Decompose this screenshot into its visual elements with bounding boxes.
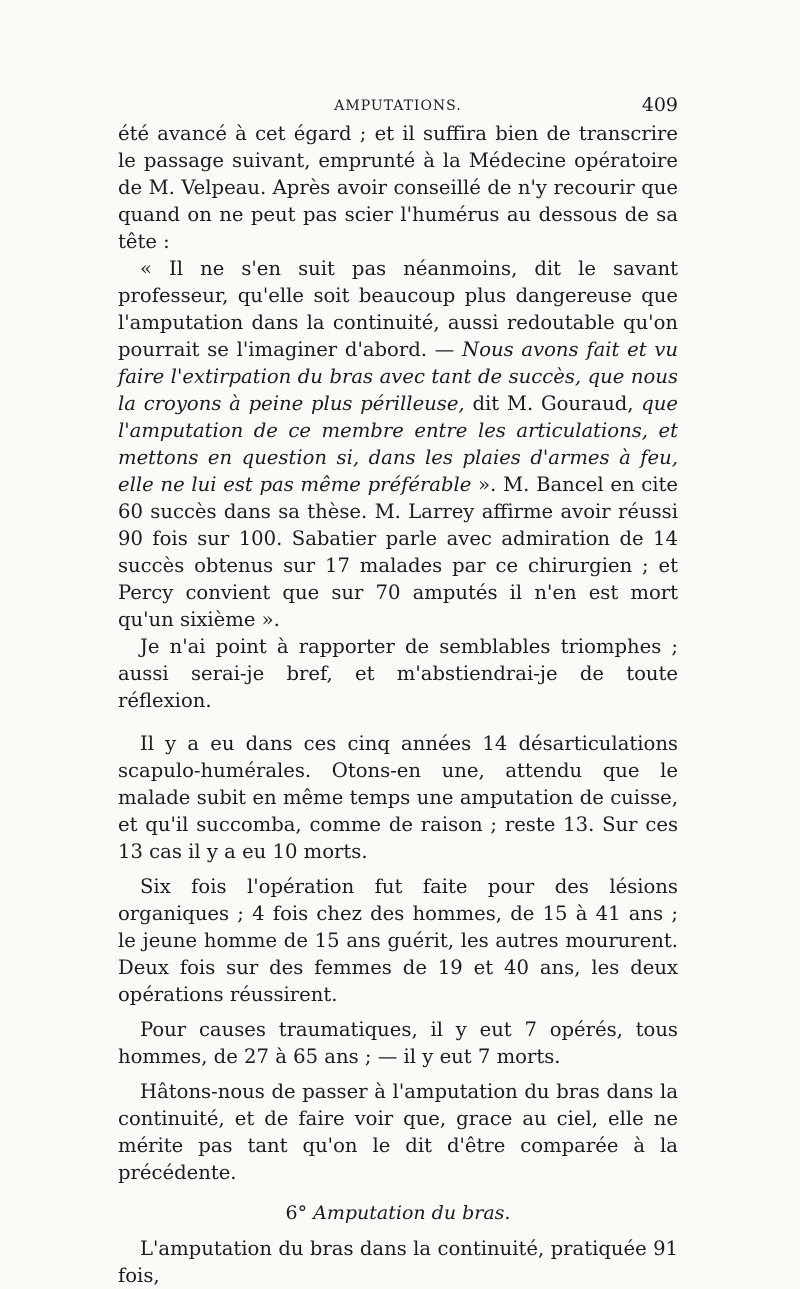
running-title: AMPUTATIONS. — [334, 98, 462, 114]
running-head — [118, 94, 678, 120]
quote-italic-2: que l'amputation de ce membre entre les articulations, et mettons en question si, dans les plaies d'armes à feu, elle ne lui est pas même préférable — [118, 392, 679, 496]
body-text — [118, 120, 678, 1186]
quote-text-1: « Il ne s'en suit pas néanmoins, dit le savant professeur, qu'elle soit beaucoup plus dangereuse que l'amputation dans la continuité, aussi redoutable qu'on pourrait se l'imaginer d'abord. — — [118, 257, 678, 361]
book-page — [118, 94, 678, 1289]
quote-attribution: dit M. Gouraud, — [472, 392, 634, 415]
paragraph-continuation: été avancé à cet égard ; et il suffira bien de transcrire le passage suivant, emprunté à la Médecine opératoire de M. Velpeau. Après avoir conseillé de n'y recourir que quand on ne peut pas scier l'humérus au dessous de sa tête : — [118, 122, 678, 253]
paragraph-quotation — [118, 255, 678, 633]
quote-italic-1: Nous avons fait et vu faire l'extirpation du bras avec tant de succès, que nous la croyons à peine plus périlleuse, — [118, 338, 679, 415]
section-title: Amputation du bras. — [313, 1202, 511, 1224]
quote-text-2: ». M. Bancel en cite 60 succès dans sa thèse. M. Larrey affirme avoir réussi 90 fois sur 100. Sabatier parle avec admiration de 14 succès obtenus sur 17 malades par ce chirurgien ; et Percy convient que sur 70 amputés il n'en est mort qu'un sixième ». — [118, 473, 679, 631]
section-heading — [118, 1200, 678, 1227]
paragraph-traumatic-causes: Pour causes traumatiques, il y eut 7 opérés, tous hommes, de 27 à 65 ans ; — il y eut 7 morts. — [118, 1018, 678, 1068]
section-number: 6° — [285, 1202, 308, 1224]
paragraph-triumphs: Je n'ai point à rapporter de semblables triomphes ; aussi serai-je bref, et m'abstiendrai-je de toute réflexion. — [118, 635, 678, 712]
page-number: 409 — [641, 94, 678, 116]
paragraph-arm-amputation: L'amputation du bras dans la continuité, pratiquée 91 fois, — [118, 1237, 678, 1287]
body-text-continued — [118, 1235, 678, 1289]
paragraph-desarticulations: Il y a eu dans ces cinq années 14 désarticulations scapulo-humérales. Otons-en une, attendu que le malade subit en même temps une amputation de cuisse, et qu'il succomba, comme de raison ; reste 13. Sur ces 13 cas il y a eu 10 morts. — [118, 732, 678, 863]
paragraph-transition: Hâtons-nous de passer à l'amputation du bras dans la continuité, et de faire voir que, grace au ciel, elle ne mérite pas tant qu'on le dit d'être comparée à la précédente. — [118, 1080, 678, 1184]
paragraph-organic-lesions: Six fois l'opération fut faite pour des lésions organiques ; 4 fois chez des hommes, de 15 à 41 ans ; le jeune homme de 15 ans guérit, les autres moururent. Deux fois sur des femmes de 19 et 40 ans, les deux opérations réussirent. — [118, 875, 678, 1006]
